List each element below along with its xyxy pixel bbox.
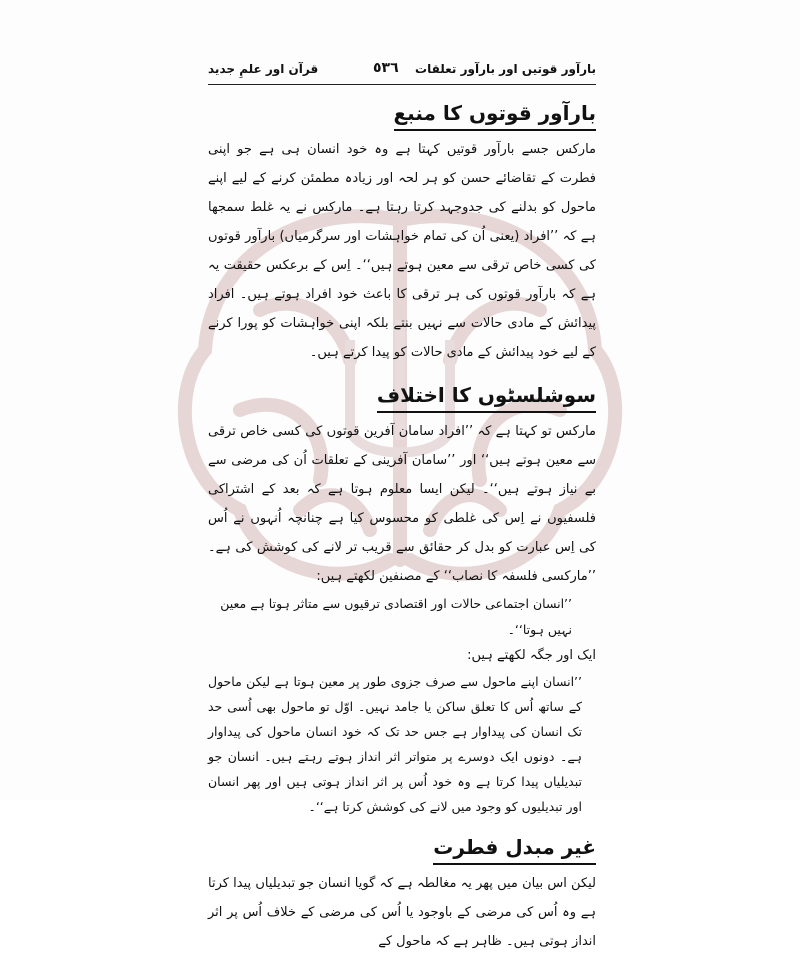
running-head-book-title: قرآن اور علمِ جدید — [208, 62, 319, 76]
page-content — [208, 50, 596, 956]
section-sources — [208, 85, 596, 367]
section-unchanging-nature — [208, 819, 596, 956]
paragraph-unchanging-nature: لیکن اس بیان میں پھر یہ مغالطہ ہے کہ گویا انسان جو تبدیلیاں پیدا کرتا ہے وہ اُس کی مرضی کے باوجود یا اُس کی مرضی کے خلاف اُس پر اثر انداز ہوتی ہیں۔ ظاہر ہے کہ ماحول کے — [208, 876, 596, 949]
section-heading-sources: بارآور قوتوں کا منبع — [394, 99, 597, 131]
section-socialists — [208, 367, 596, 819]
quote-one: ’’انسان اجتماعی حالات اور اقتصادی ترقیوں سے متاثر ہوتا ہے معین نہیں ہوتا‘‘۔ — [220, 596, 572, 637]
quote-intro: ایک اور جگہ لکھتے ہیں: — [467, 648, 596, 663]
section-heading-socialists: سوشلسٹوں کا اختلاف — [377, 381, 596, 413]
running-head-chapter: بارآور قوتیں اور بارآور تعلقات — [415, 62, 596, 76]
page-number: ٥٣٦ — [373, 60, 399, 76]
section-heading-unchanging-nature: غیر مبدل فطرت — [433, 833, 596, 865]
paragraph-sources: مارکس جسے بارآور قوتیں کہتا ہے وہ خود انسان ہی ہے جو اپنی فطرت کے تقاضائے حسن کو ہر لحہ اور زیادہ مطمئن کرنے کے لیے اپنے ماحول کو بدلنے کی جدوجہد کرتا رہتا ہے۔ مارکس نے یہ غلط سمجھا ہے کہ ’’افراد (یعنی اُن کی تمام خواہشات اور سرگرمیاں) بارآور قوتوں کی کسی خاص ترقی سے معین ہوتے ہیں‘‘۔ اِس کے برعکس حقیقت یہ ہے کہ بارآور قوتوں کی ہر ترقی کا باعث خود افراد ہوتے ہیں۔ افراد پیدائش کے مادی حالات سے نہیں بنتے بلکہ اپنی خواہشات کو پورا کرنے کے لیے خود پیدائش کے مادی حالات کو پیدا کرتے ہیں۔ — [208, 142, 596, 360]
paragraph-socialists: مارکس تو کہتا ہے کہ ’’افراد سامان آفرین قوتوں کی کسی خاص ترقی سے معین ہوتے ہیں‘‘ اور ’’سامان آفرینی کے تعلقات اُن کی مرضی سے بے نیاز ہوتے ہیں‘‘۔ لیکن ایسا معلوم ہوتا ہے کہ بعد کے اشتراکی فلسفیوں نے اِس کی غلطی کو محسوس کیا ہے چنانچہ اُنہوں نے اُس کی اِس عبارت کو بدل کر حقائق سے قریب تر لانے کی کوشش کی ہے۔ ’’مارکسی فلسفہ کا نصاب‘‘ کے مصنفین لکھتے ہیں: — [208, 424, 596, 584]
quote-two: ’’انسان اپنے ماحول سے صرف جزوی طور پر معین ہوتا ہے لیکن ماحول کے ساتھ اُس کا تعلق ساکن یا جامد نہیں۔ اوّل تو ماحول بھی اُسی حد تک انسان کی پیداوار ہے جس حد تک کہ خود انسان ماحول کی پیداوار ہے۔ دونوں ایک دوسرے پر متواتر اثر انداز ہوتے رہتے ہیں۔ انسان جو تبدیلیاں پیدا کرتا ہے وہ خود اُس پر اثر انداز ہوتی ہیں اور پھر انسان اور تبدیلیوں کو وجود میں لانے کی کوشش کرتا ہے‘‘۔ — [208, 674, 582, 814]
running-head — [208, 50, 596, 85]
